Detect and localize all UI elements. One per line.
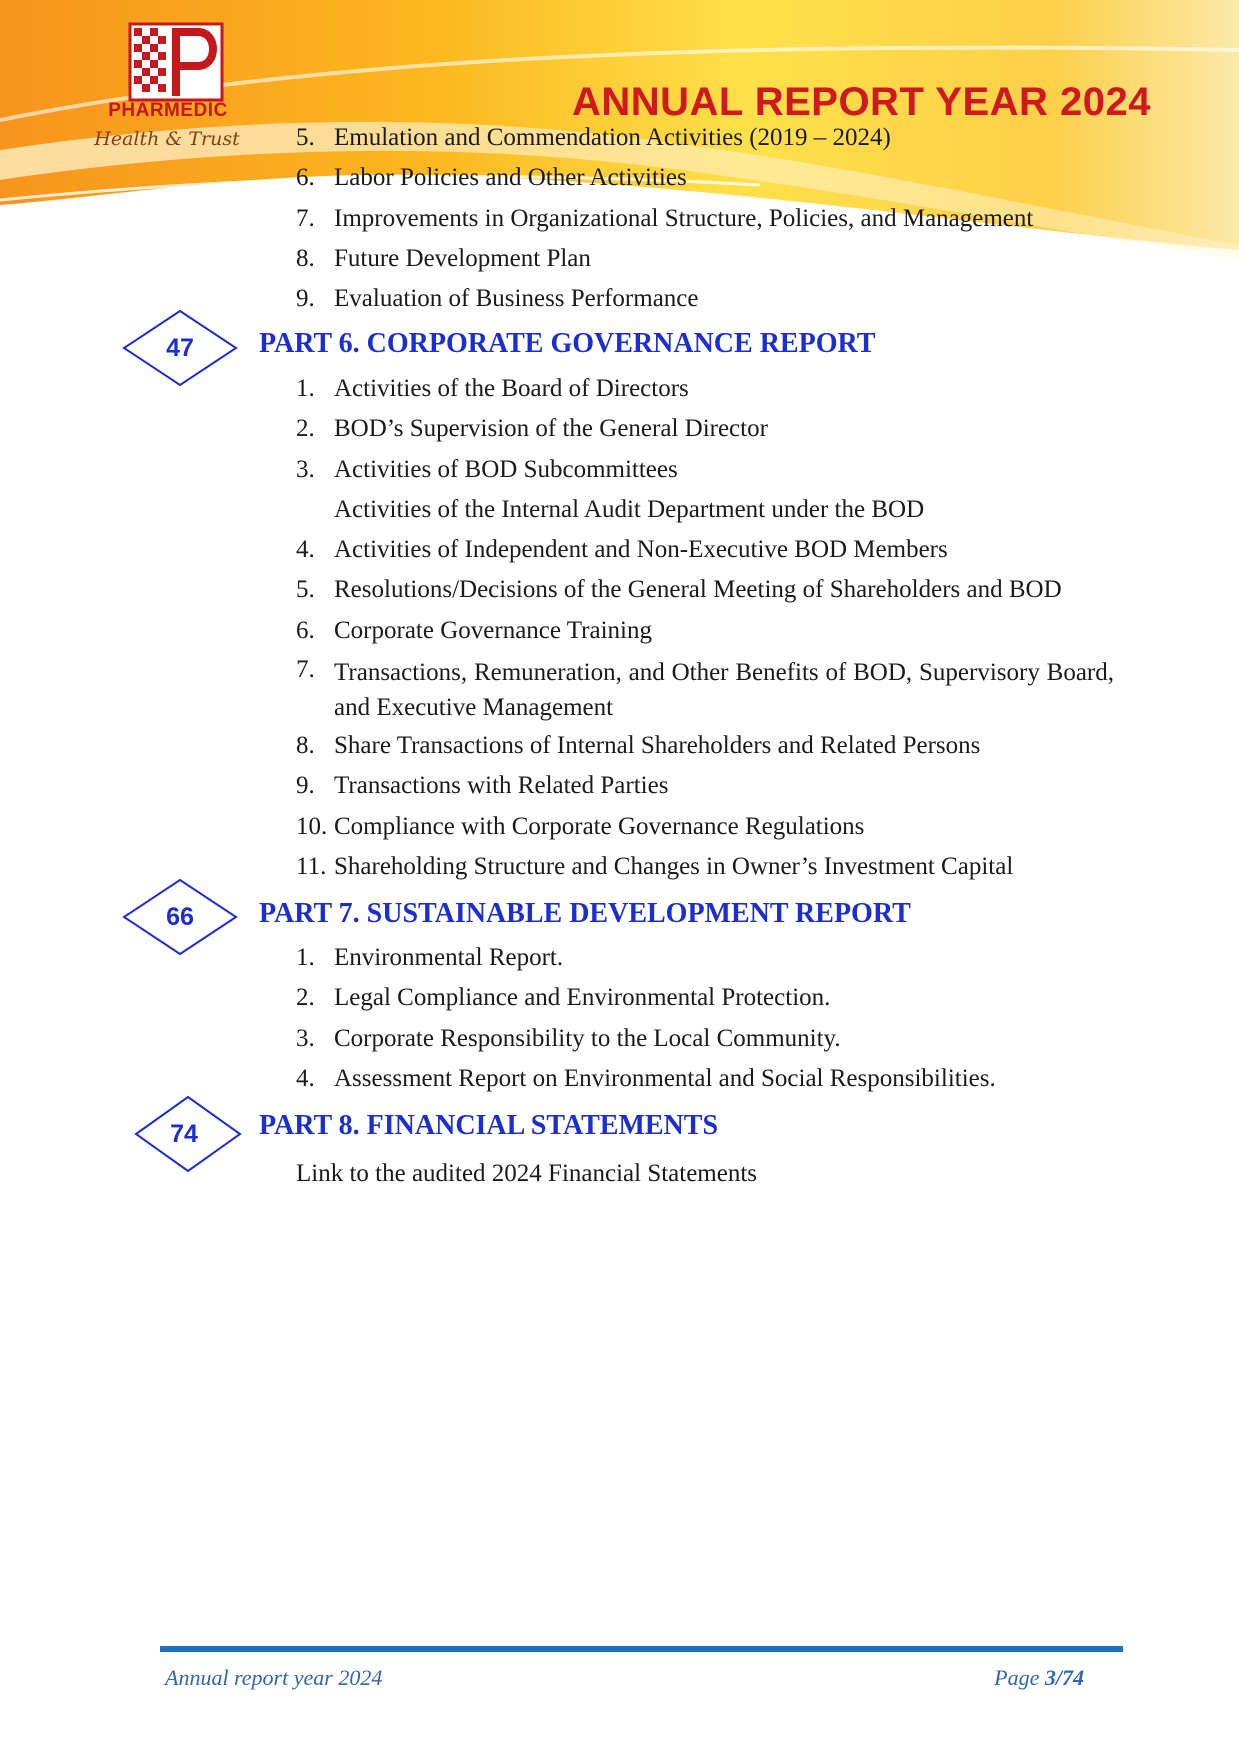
toc-item-number: 2. — [296, 984, 315, 1011]
brand-name: PHARMEDIC — [108, 100, 228, 121]
toc-item-text: Share Transactions of Internal Shareholders and Related Persons — [334, 732, 981, 759]
financial-statements-link[interactable]: Link to the audited 2024 Financial Statements — [296, 1160, 758, 1187]
toc-item-text: Resolutions/Decisions of the General Meeting of Shareholders and BOD — [334, 576, 1062, 603]
part-6-page-number[interactable]: 47 — [166, 333, 194, 362]
footer-page-indicator — [994, 1665, 1084, 1691]
toc-item-text: Future Development Plan — [334, 245, 591, 272]
toc-item-number: 10. — [296, 813, 328, 840]
toc-item-number: 3. — [296, 1025, 315, 1052]
toc-item-text: Transactions, Remuneration, and Other Benefits of BOD, Supervisory Board, and Executive Management — [334, 659, 1114, 721]
toc-item-number: 11. — [296, 853, 327, 880]
toc-item-text: Legal Compliance and Environmental Protection. — [334, 984, 831, 1011]
part-8-heading[interactable]: PART 8. FINANCIAL STATEMENTS — [259, 1110, 719, 1141]
toc-item-number: 5. — [296, 124, 315, 151]
toc-item-number: 7. — [296, 656, 315, 683]
part-7-heading[interactable]: PART 7. SUSTAINABLE DEVELOPMENT REPORT — [259, 898, 911, 929]
toc-item-text: Improvements in Organizational Structure, Policies, and Management — [334, 205, 1034, 232]
brand-tagline: Health & Trust — [94, 128, 240, 150]
toc-item-text: Environmental Report. — [334, 944, 564, 971]
toc-item-text: Activities of Independent and Non-Executive BOD Members — [334, 536, 948, 563]
toc-item-number: 6. — [296, 617, 315, 644]
toc-item-number: 6. — [296, 164, 315, 191]
toc-item-text: Assessment Report on Environmental and Social Responsibilities. — [334, 1065, 996, 1092]
toc-item-text: Shareholding Structure and Changes in Owner’s Investment Capital — [334, 853, 1014, 880]
part-7-page-number[interactable]: 66 — [166, 902, 194, 931]
toc-item-number: 1. — [296, 375, 315, 402]
toc-item-text: Transactions with Related Parties — [334, 772, 669, 799]
toc-item-text: Compliance with Corporate Governance Regulations — [334, 813, 865, 840]
toc-item-number: 1. — [296, 944, 315, 971]
footer-page-label: Page — [994, 1665, 1045, 1690]
toc-item-text: Corporate Responsibility to the Local Community. — [334, 1025, 841, 1052]
toc-item-text: Activities of BOD Subcommittees — [334, 456, 678, 483]
toc-item-text: Labor Policies and Other Activities — [334, 164, 687, 191]
toc-item-number: 3. — [296, 456, 315, 483]
toc-item-number: 4. — [296, 1065, 315, 1092]
footer-page-number: 3/74 — [1044, 1665, 1084, 1690]
part-6-heading[interactable]: PART 6. CORPORATE GOVERNANCE REPORT — [259, 328, 876, 359]
toc-item-text: Activities of the Board of Directors — [334, 375, 689, 402]
toc-item-number: 9. — [296, 285, 315, 312]
toc-item-number: 9. — [296, 772, 315, 799]
footer-report-name: Annual report year 2024 — [165, 1665, 383, 1690]
toc-item-number: 8. — [296, 245, 315, 272]
toc-item-text: Corporate Governance Training — [334, 617, 652, 644]
footer-divider — [160, 1646, 1123, 1652]
part-8-page-number[interactable]: 74 — [170, 1119, 198, 1148]
toc-item-number: 8. — [296, 732, 315, 759]
toc-item-number: 4. — [296, 536, 315, 563]
toc-item-text: Evaluation of Business Performance — [334, 285, 699, 312]
toc-item-number: 7. — [296, 205, 315, 232]
toc-item-number: 2. — [296, 415, 315, 442]
toc-item-text: Emulation and Commendation Activities (2019 – 2024) — [334, 124, 891, 151]
company-logo — [128, 22, 224, 102]
toc-item-number: 5. — [296, 576, 315, 603]
toc-item-text: Activities of the Internal Audit Department under the BOD — [334, 496, 925, 523]
toc-item-text: BOD’s Supervision of the General Director — [334, 415, 768, 442]
report-title: ANNUAL REPORT YEAR 2024 — [571, 80, 1151, 124]
